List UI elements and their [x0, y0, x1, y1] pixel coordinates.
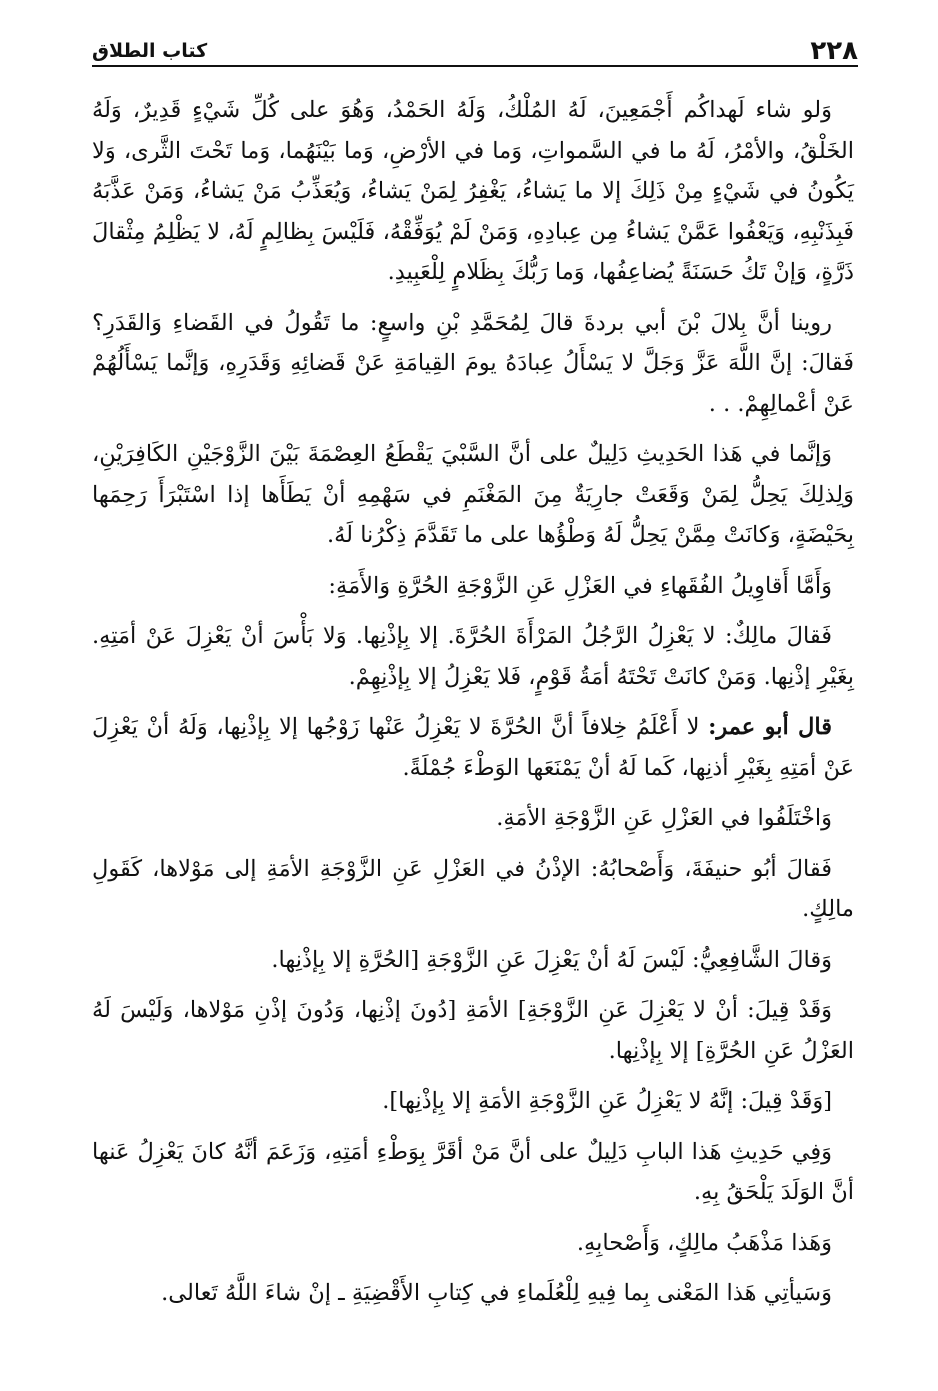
paragraph: وَسَيأتِي هَذا المَعْنى بِما فِيهِ لِلْعُلَماءِ في كِتابِ الأَقْضِيَةِ ـ إنْ شاءَ اللَّهُ تَعالى.: [161, 1280, 832, 1306]
book-title: كتاب الطلاق: [92, 40, 208, 62]
paragraph: فَقالَ مالِكٌ: لا يَعْزِلُ الرَّجُلُ المَرْأَةَ الحُرَّةَ. إلا بِإذْنِها. وَلا بَأْسَ أنْ يَعْزِلَ عَنْ أمَتِهِ. بِغَيْرِ إذْنِها. وَمَنْ كانَتْ تَحْتَهُ أمَةُ قَوْمٍ، فَلا يَعْزِلُ إلا بِإذْنِهِمْ.: [92, 623, 854, 690]
paragraph: روينا أنَّ بِلالَ بْنَ أبي بردةَ قالَ لِمُحَمَّدِ بْنِ واسعٍ: ما تَقُولُ في القَضاءِ وَالقَدَرِ؟ فَقالَ: إنَّ اللَّهَ عَزَّ وَجَلَّ لا يَسْأَلُ عِبادَهُ يومَ القِيامَةِ عَنْ قَضائِهِ وَقَدَرِهِ، وَإنَّما يَسْأَلُهُمْ عَنْ أعْمالِهِمْ. . .: [92, 309, 854, 417]
paragraph: وَفِي حَدِيثِ هَذا البابِ دَلِيلٌ على أنَّ مَنْ أقَرَّ بِوَطْءِ أمَتِهِ، وَزَعَمَ أنَّهُ كانَ يَعْزِلُ عَنها أنَّ الوَلَدَ يَلْحَقُ بِهِ.: [92, 1138, 854, 1205]
header-rule: [92, 65, 858, 67]
paragraph: وَأَمَّا أَقاوِيلُ الفُقَهاءِ في العَزْلِ عَنِ الزَّوْجَةِ الحُرَّةِ وَالأَمَةِ:: [328, 572, 832, 599]
paragraph: وَإنَّما في هَذا الحَدِيثِ دَلِيلٌ على أنَّ السَّبْيَ يَقْطَعُ العِصْمَةَ بَيْنَ الزَّوْجَيْنِ الكَافِرَيْنِ، وَلِذلِكَ يَحِلُّ لِمَنْ وَقَعَتْ جارِيَةٌ مِنَ المَغْنَمِ في سَهْمِهِ أنْ يَطَأَها إذا اسْتَبْرَأَ رَحِمَها بِحَيْضَةٍ، وَكانَتْ مِمَّنْ يَحِلُّ لَهُ وَطْؤُها على ما تَقَدَّمَ ذِكْرُنا لَهُ.: [92, 441, 854, 548]
paragraph: وَهَذا مَذْهَبُ مالِكٍ، وَأَصْحابِهِ.: [576, 1229, 832, 1256]
paragraph: وَقَدْ قِيلَ: أنْ لا يَعْزِلَ عَنِ الزَّوْجَةِ] الأمَةِ [دُونَ إذْنِها، وَدُونَ إذْنِ مَوْلاها، وَلَيْسَ لَهُ العَزْلُ عَنِ الحُرَّةِ] إلا بِإذْنِها.: [92, 997, 854, 1064]
paragraph-text: لا أَعْلَمُ خِلافاً أنَّ الحُرَّةَ لا يَعْزِلُ عَنْها زَوْجُها إلا بِإذْنِها، وَلَهُ أنْ يَعْزِلَ عَنْ أمَتِهِ بِغَيْرِ أذنِها، كَما لَهُ أنْ يَمْنَعَها الوَطْءَ جُمْلَةً.: [92, 714, 854, 781]
paragraph: [وَقَدْ قِيلَ: إنَّهُ لا يَعْزِلُ عَنِ الزَّوْجَةِ الأمَةِ إلا بِإذْنِها].: [382, 1088, 832, 1114]
paragraph: وَاخْتَلَفُوا في العَزْلِ عَنِ الزَّوْجَةِ الأمَةِ.: [496, 805, 832, 831]
paragraph-abu-omar: [92, 707, 854, 788]
page-body: [92, 90, 854, 1324]
page-number: ٢٢٨: [810, 36, 858, 66]
paragraph: فَقالَ أبُو حنيفَةَ، وَأَصْحابُهُ: الإذْنُ في العَزْلِ عَنِ الزَّوْجَةِ الأمَةِ إلى مَوْلاها، كَقَولِ مالِكٍ.: [92, 855, 854, 922]
speaker-label: قال أبو عمر:: [708, 714, 832, 740]
paragraph: وَلو شاء لَهداكُم أَجْمَعِينَ، لَهُ المُلْكُ، وَلَهُ الحَمْدُ، وَهُوَ على كُلِّ شَيْءٍ قَدِيرٌ، وَلَهُ الخَلْقُ، والأمْرُ، لَهُ ما في السَّمواتِ، وَما في الأرْضِ، وَما بَيْنَهُما، وَما تَحْتَ الثَّرى، وَلا يَكُونُ في شَيْءٍ مِنْ ذَلِكَ إلا ما يَشاءُ، يَغْفِرُ لِمَنْ يَشاءُ، وَيُعَذِّبُ مَنْ يَشاءُ، وَمَنْ عَذَّبَهُ فَبِذَنْبِهِ، وَيَعْفُوا عَمَّنْ يَشاءُ مِن عِبادِهِ، وَمَنْ لَمْ يُوَفِّقْهُ، فَلَيْسَ بِظالِمٍ لَهُ، لا يَظْلِمُ مِثْقالَ ذَرَّةٍ، وَإنْ تَكُ حَسَنَةً يُضاعِفُها، وَما رَبُّكَ بِظَلامٍ لِلْعَبِيدِ.: [92, 97, 854, 285]
paragraph: وَقالَ الشَّافِعِيُّ: لَيْسَ لَهُ أنْ يَعْزِلَ عَنِ الزَّوْجَةِ [الحُرَّةِ إلا بِإذْنِها.: [271, 946, 832, 973]
running-header: [92, 28, 858, 66]
